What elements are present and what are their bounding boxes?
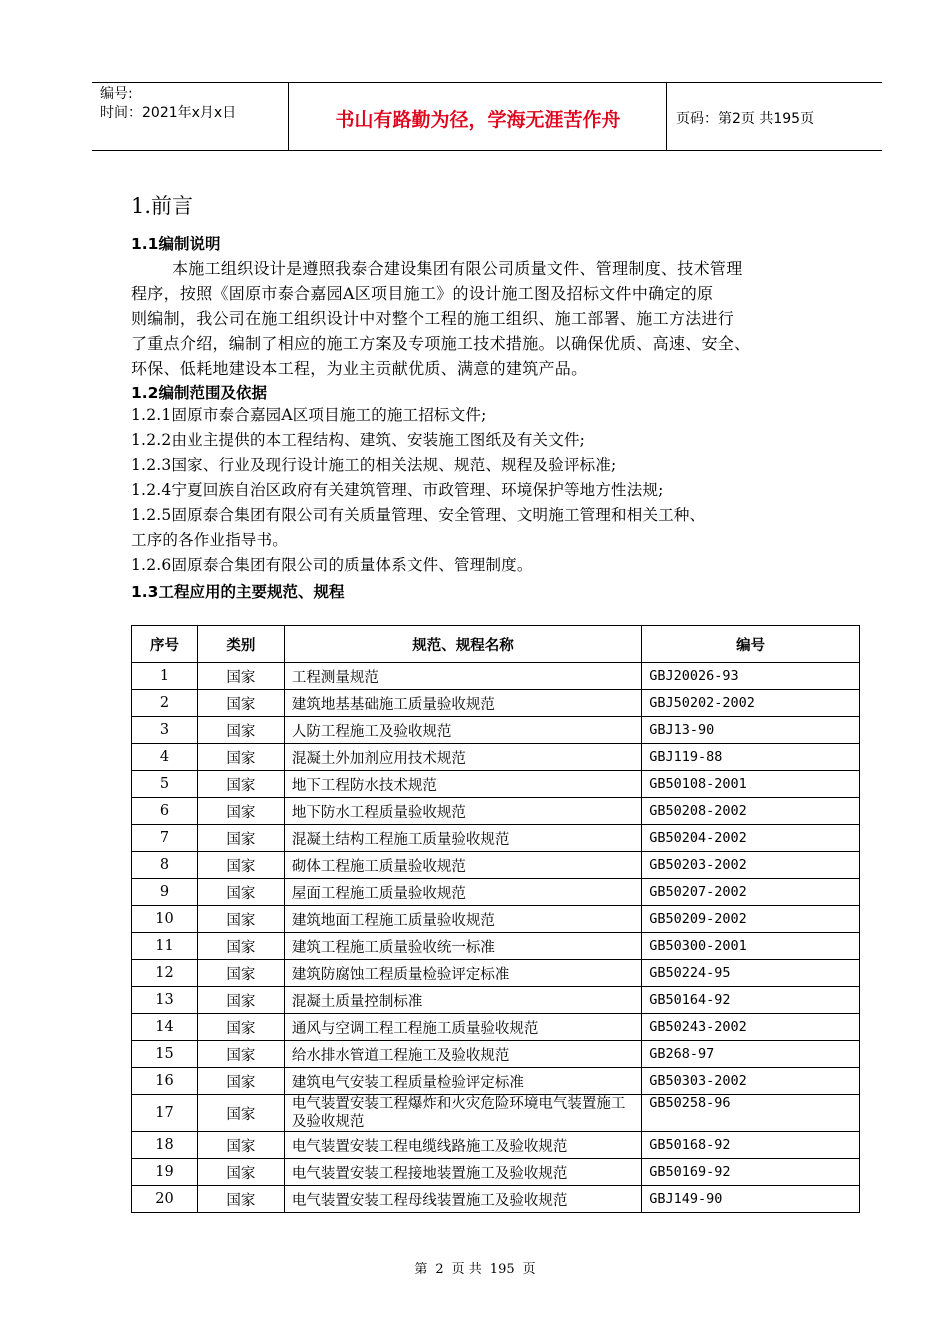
subsection-title-1-1: 1.1编制说明 <box>131 235 221 253</box>
table-header-row <box>132 626 860 663</box>
cell-index: 19 <box>132 1159 198 1186</box>
cell-code: GB50303-2002 <box>642 1068 860 1095</box>
column-header-name: 规范、规程名称 <box>284 626 641 663</box>
cell-name: 电气装置安装工程母线装置施工及验收规范 <box>284 1186 641 1213</box>
table-row <box>132 906 860 933</box>
list-item: 1.2.6固原泰合集团有限公司的质量体系文件、管理制度。 <box>131 556 533 574</box>
cell-index: 7 <box>132 825 198 852</box>
table-row <box>132 744 860 771</box>
list-item: 1.2.1固原市泰合嘉园A区项目施工的施工招标文件; <box>131 406 487 424</box>
cell-index: 5 <box>132 771 198 798</box>
table-row <box>132 960 860 987</box>
cell-index: 1 <box>132 663 198 690</box>
cell-name: 工程测量规范 <box>284 663 641 690</box>
cell-index: 18 <box>132 1132 198 1159</box>
paragraph-line: 环保、低耗地建设本工程，为业主贡献优质、满意的建筑产品。 <box>131 359 588 378</box>
table-row <box>132 1041 860 1068</box>
cell-category: 国家 <box>197 717 284 744</box>
table-row <box>132 1132 860 1159</box>
subsection-title-1-3: 1.3工程应用的主要规范、规程 <box>131 583 345 601</box>
table-row <box>132 1159 860 1186</box>
cell-category: 国家 <box>197 825 284 852</box>
cell-index: 20 <box>132 1186 198 1213</box>
cell-code: GBJ13-90 <box>642 717 860 744</box>
table-row <box>132 798 860 825</box>
header-page-info: 页码：第2页 共195页 <box>676 111 815 127</box>
paragraph-line: 程序，按照《固原市泰合嘉园A区项目施工》的设计施工图及招标文件中确定的原 <box>131 284 714 303</box>
cell-category: 国家 <box>197 1095 284 1132</box>
cell-category: 国家 <box>197 852 284 879</box>
cell-index: 14 <box>132 1014 198 1041</box>
cell-category: 国家 <box>197 960 284 987</box>
cell-index: 16 <box>132 1068 198 1095</box>
footer-page-number: 2 <box>435 1262 444 1277</box>
cell-name: 混凝土外加剂应用技术规范 <box>284 744 641 771</box>
cell-name: 地下工程防水技术规范 <box>284 771 641 798</box>
cell-name: 建筑工程施工质量验收统一标准 <box>284 933 641 960</box>
cell-code: GB50168-92 <box>642 1132 860 1159</box>
cell-code: GB50207-2002 <box>642 879 860 906</box>
cell-code: GB50204-2002 <box>642 825 860 852</box>
footer-total-pages: 195 <box>489 1262 515 1277</box>
cell-name: 建筑地面工程施工质量验收规范 <box>284 906 641 933</box>
cell-category: 国家 <box>197 1159 284 1186</box>
table-row <box>132 690 860 717</box>
table-row <box>132 1186 860 1213</box>
document-number-label: 编号: <box>100 86 133 102</box>
cell-index: 12 <box>132 960 198 987</box>
cell-index: 11 <box>132 933 198 960</box>
section-title: 1.前言 <box>131 194 194 218</box>
table-row <box>132 1095 860 1132</box>
cell-category: 国家 <box>197 1068 284 1095</box>
subsection-title-1-2: 1.2编制范围及依据 <box>131 384 267 402</box>
cell-name: 混凝土结构工程施工质量验收规范 <box>284 825 641 852</box>
basis-list <box>131 403 861 578</box>
header-divider <box>288 83 289 150</box>
document-time: 时间：2021年x月x日 <box>100 105 237 121</box>
cell-code: GB50243-2002 <box>642 1014 860 1041</box>
cell-index: 17 <box>132 1095 198 1132</box>
table-row <box>132 825 860 852</box>
cell-category: 国家 <box>197 906 284 933</box>
table-row <box>132 663 860 690</box>
cell-code: GBJ149-90 <box>642 1186 860 1213</box>
table-row <box>132 717 860 744</box>
cell-name: 建筑地基基础施工质量验收规范 <box>284 690 641 717</box>
paragraph-line: 了重点介绍，编制了相应的施工方案及专项施工技术措施。以确保优质、高速、安全、 <box>131 334 751 353</box>
cell-code: GB268-97 <box>642 1041 860 1068</box>
page-footer <box>0 1258 950 1277</box>
cell-code: GBJ50202-2002 <box>642 690 860 717</box>
cell-name: 电气装置安装工程电缆线路施工及验收规范 <box>284 1132 641 1159</box>
cell-code: GB50108-2001 <box>642 771 860 798</box>
cell-index: 8 <box>132 852 198 879</box>
cell-index: 9 <box>132 879 198 906</box>
cell-name: 建筑防腐蚀工程质量检验评定标准 <box>284 960 641 987</box>
cell-category: 国家 <box>197 933 284 960</box>
cell-category: 国家 <box>197 690 284 717</box>
cell-category: 国家 <box>197 1186 284 1213</box>
spec-table <box>131 625 860 1213</box>
cell-name: 给水排水管道工程施工及验收规范 <box>284 1041 641 1068</box>
cell-name: 砌体工程施工质量验收规范 <box>284 852 641 879</box>
table-row <box>132 933 860 960</box>
header-motto: 书山有路勤为径，学海无涯苦作舟 <box>335 109 621 131</box>
cell-index: 10 <box>132 906 198 933</box>
cell-category: 国家 <box>197 798 284 825</box>
list-item: 1.2.3国家、行业及现行设计施工的相关法规、规范、规程及验评标准; <box>131 456 617 474</box>
cell-name: 建筑电气安装工程质量检验评定标准 <box>284 1068 641 1095</box>
cell-category: 国家 <box>197 771 284 798</box>
list-item: 1.2.2由业主提供的本工程结构、建筑、安装施工图纸及有关文件; <box>131 431 586 449</box>
cell-code: GB50164-92 <box>642 987 860 1014</box>
header-divider <box>666 83 667 150</box>
column-header-code: 编号 <box>642 626 860 663</box>
table-body <box>132 663 860 1213</box>
table-row <box>132 852 860 879</box>
cell-category: 国家 <box>197 663 284 690</box>
cell-index: 15 <box>132 1041 198 1068</box>
list-item: 1.2.5固原泰合集团有限公司有关质量管理、安全管理、文明施工管理和相关工种、 <box>131 506 706 524</box>
table-row <box>132 771 860 798</box>
cell-index: 2 <box>132 690 198 717</box>
cell-name: 屋面工程施工质量验收规范 <box>284 879 641 906</box>
cell-index: 3 <box>132 717 198 744</box>
header-meta <box>100 85 236 123</box>
cell-code: GB50169-92 <box>642 1159 860 1186</box>
cell-code: GB50208-2002 <box>642 798 860 825</box>
cell-name: 电气装置安装工程接地装置施工及验收规范 <box>284 1159 641 1186</box>
cell-category: 国家 <box>197 1014 284 1041</box>
paragraph-line: 则编制，我公司在施工组织设计中对整个工程的施工组织、施工部署、施工方法进行 <box>131 309 735 328</box>
column-header-category: 类别 <box>197 626 284 663</box>
cell-category: 国家 <box>197 744 284 771</box>
cell-category: 国家 <box>197 879 284 906</box>
list-item: 工序的各作业指导书。 <box>131 531 289 549</box>
cell-index: 4 <box>132 744 198 771</box>
cell-code: GB50258-96 <box>642 1095 860 1132</box>
cell-category: 国家 <box>197 1132 284 1159</box>
footer-suffix: 页 <box>522 1262 536 1277</box>
list-item: 1.2.4宁夏回族自治区政府有关建筑管理、市政管理、环境保护等地方性法规; <box>131 481 664 499</box>
cell-name: 混凝土质量控制标准 <box>284 987 641 1014</box>
cell-name: 地下防水工程质量验收规范 <box>284 798 641 825</box>
cell-code: GB50209-2002 <box>642 906 860 933</box>
cell-name: 人防工程施工及验收规范 <box>284 717 641 744</box>
table-row <box>132 1014 860 1041</box>
cell-code: GB50300-2001 <box>642 933 860 960</box>
cell-category: 国家 <box>197 1041 284 1068</box>
cell-category: 国家 <box>197 987 284 1014</box>
footer-prefix: 第 <box>414 1262 428 1277</box>
cell-name: 通风与空调工程工程施工质量验收规范 <box>284 1014 641 1041</box>
column-header-index: 序号 <box>132 626 198 663</box>
table-row <box>132 879 860 906</box>
footer-mid: 页 共 <box>451 1262 482 1277</box>
cell-code: GB50224-95 <box>642 960 860 987</box>
table-row <box>132 987 860 1014</box>
cell-index: 13 <box>132 987 198 1014</box>
cell-code: GB50203-2002 <box>642 852 860 879</box>
page-header <box>92 82 882 151</box>
cell-index: 6 <box>132 798 198 825</box>
cell-name: 电气装置安装工程爆炸和火灾危险环境电气装置施工及验收规范 <box>284 1095 641 1132</box>
table-row <box>132 1068 860 1095</box>
cell-code: GBJ119-88 <box>642 744 860 771</box>
paragraph-line: 本施工组织设计是遵照我泰合建设集团有限公司质量文件、管理制度、技术管理 <box>172 259 743 278</box>
paragraph-1-1 <box>131 256 861 381</box>
cell-code: GBJ20026-93 <box>642 663 860 690</box>
